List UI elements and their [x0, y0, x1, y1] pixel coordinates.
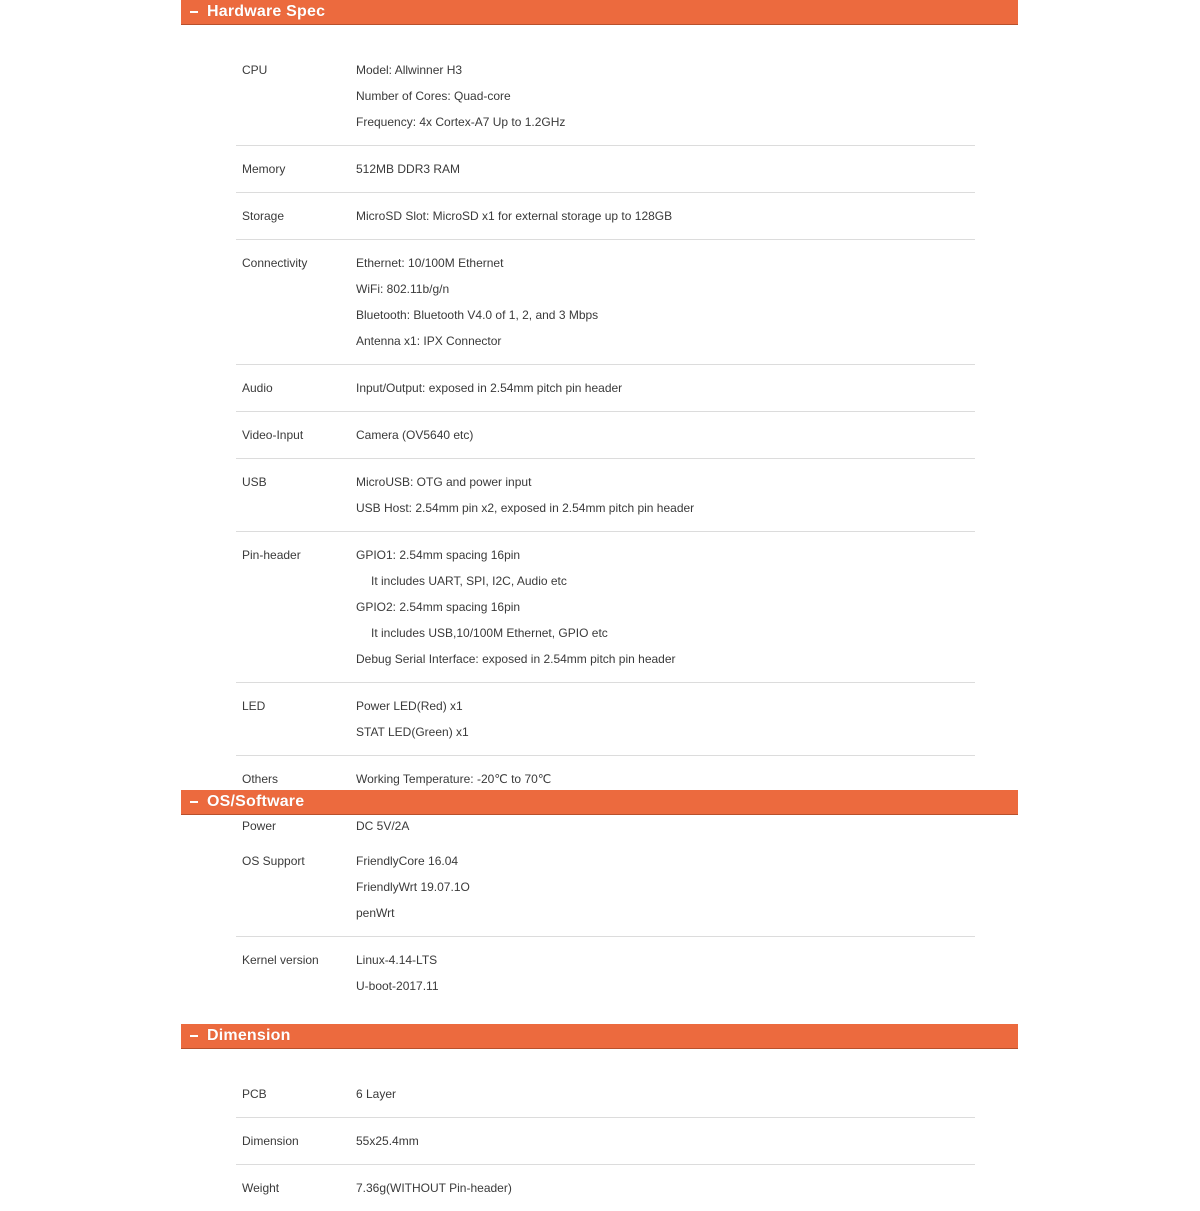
spec-label: Power — [242, 819, 277, 833]
spec-row-weight — [236, 1165, 975, 1211]
section-header-dimension[interactable] — [181, 1024, 1018, 1049]
spec-row-video-input — [236, 412, 975, 459]
section-title: Dimension — [207, 1027, 291, 1044]
spec-value: Frequency: 4x Cortex-A7 Up to 1.2GHz — [356, 115, 566, 129]
spec-value: Antenna x1: IPX Connector — [356, 334, 502, 348]
spec-row-usb — [236, 459, 975, 532]
spec-values — [356, 250, 975, 354]
spec-value: penWrt — [356, 906, 395, 920]
spec-value: Bluetooth: Bluetooth V4.0 of 1, 2, and 3 Mbps — [356, 308, 599, 322]
spec-label: Dimension — [242, 1134, 299, 1148]
spec-label: USB — [242, 475, 267, 489]
spec-row-dimension — [236, 1118, 975, 1165]
spec-values — [356, 57, 975, 135]
spec-label: LED — [242, 699, 266, 713]
dimension-table — [236, 1071, 975, 1211]
section-header-hardware-spec[interactable] — [181, 0, 1018, 25]
spec-label: Others — [242, 772, 279, 786]
spec-value: U-boot-2017.11 — [356, 979, 439, 993]
spec-label: Kernel version — [242, 953, 319, 967]
spec-values — [356, 1128, 975, 1154]
spec-values — [356, 375, 975, 401]
spec-value: 512MB DDR3 RAM — [356, 162, 461, 176]
spec-row-pin-header — [236, 532, 975, 683]
spec-value: 6 Layer — [356, 1087, 397, 1101]
collapse-icon[interactable] — [190, 801, 198, 803]
section-header-os-software[interactable] — [181, 790, 1018, 815]
spec-values — [356, 542, 975, 672]
spec-row-os-support — [236, 838, 975, 937]
spec-row-storage — [236, 193, 975, 240]
spec-label: Pin-header — [242, 548, 301, 562]
spec-value: Number of Cores: Quad-core — [356, 89, 511, 103]
spec-value: It includes UART, SPI, I2C, Audio etc — [371, 574, 567, 588]
spec-label: Storage — [242, 209, 285, 223]
spec-values — [356, 422, 975, 448]
spec-label: Audio — [242, 381, 273, 395]
spec-value: Camera (OV5640 etc) — [356, 428, 474, 442]
spec-value: GPIO1: 2.54mm spacing 16pin — [356, 548, 521, 562]
spec-value: FriendlyWrt 19.07.1O — [356, 880, 470, 894]
spec-values — [356, 848, 975, 926]
spec-value: Debug Serial Interface: exposed in 2.54mm pitch pin header — [356, 652, 676, 666]
spec-value: FriendlyCore 16.04 — [356, 854, 459, 868]
section-title: OS/Software — [207, 793, 305, 810]
spec-value: DC 5V/2A — [356, 819, 410, 833]
spec-value: Ethernet: 10/100M Ethernet — [356, 256, 504, 270]
spec-label: Weight — [242, 1181, 280, 1195]
spec-value: Working Temperature: -20℃ to 70℃ — [356, 772, 552, 786]
spec-row-audio — [236, 365, 975, 412]
spec-values — [356, 203, 975, 229]
spec-value: Power LED(Red) x1 — [356, 699, 463, 713]
spec-value: Input/Output: exposed in 2.54mm pitch pin header — [356, 381, 623, 395]
spec-value: MicroSD Slot: MicroSD x1 for external storage up to 128GB — [356, 209, 673, 223]
spec-value: 7.36g(WITHOUT Pin-header) — [356, 1181, 512, 1195]
spec-values — [356, 947, 975, 999]
os-software-table — [236, 838, 975, 1009]
spec-label: PCB — [242, 1087, 267, 1101]
spec-label: Video-Input — [242, 428, 304, 442]
spec-values — [356, 469, 975, 521]
spec-row-cpu — [236, 47, 975, 146]
spec-row-kernel-version — [236, 937, 975, 1009]
spec-value: Linux-4.14-LTS — [356, 953, 438, 967]
collapse-icon[interactable] — [190, 1035, 198, 1037]
collapse-icon[interactable] — [190, 11, 198, 13]
section-title: Hardware Spec — [207, 3, 326, 20]
spec-values — [356, 693, 975, 745]
spec-value: It includes USB,10/100M Ethernet, GPIO etc — [371, 626, 608, 640]
spec-values — [356, 766, 975, 792]
spec-row-pcb — [236, 1071, 975, 1118]
spec-label: CPU — [242, 63, 268, 77]
spec-values — [356, 813, 975, 839]
spec-values — [356, 156, 975, 182]
spec-row-led — [236, 683, 975, 756]
spec-value: WiFi: 802.11b/g/n — [356, 282, 450, 296]
spec-value: MicroUSB: OTG and power input — [356, 475, 532, 489]
spec-value: USB Host: 2.54mm pin x2, exposed in 2.54mm pitch pin header — [356, 501, 695, 515]
spec-label: Connectivity — [242, 256, 308, 270]
spec-value: STAT LED(Green) x1 — [356, 725, 469, 739]
spec-values — [356, 1081, 975, 1107]
spec-values — [356, 1175, 975, 1201]
spec-value: 55x25.4mm — [356, 1134, 419, 1148]
hardware-spec-table — [236, 47, 975, 849]
spec-value: GPIO2: 2.54mm spacing 16pin — [356, 600, 521, 614]
spec-row-connectivity — [236, 240, 975, 365]
spec-row-memory — [236, 146, 975, 193]
spec-label: OS Support — [242, 854, 305, 868]
spec-label: Memory — [242, 162, 286, 176]
spec-value: Model: Allwinner H3 — [356, 63, 463, 77]
